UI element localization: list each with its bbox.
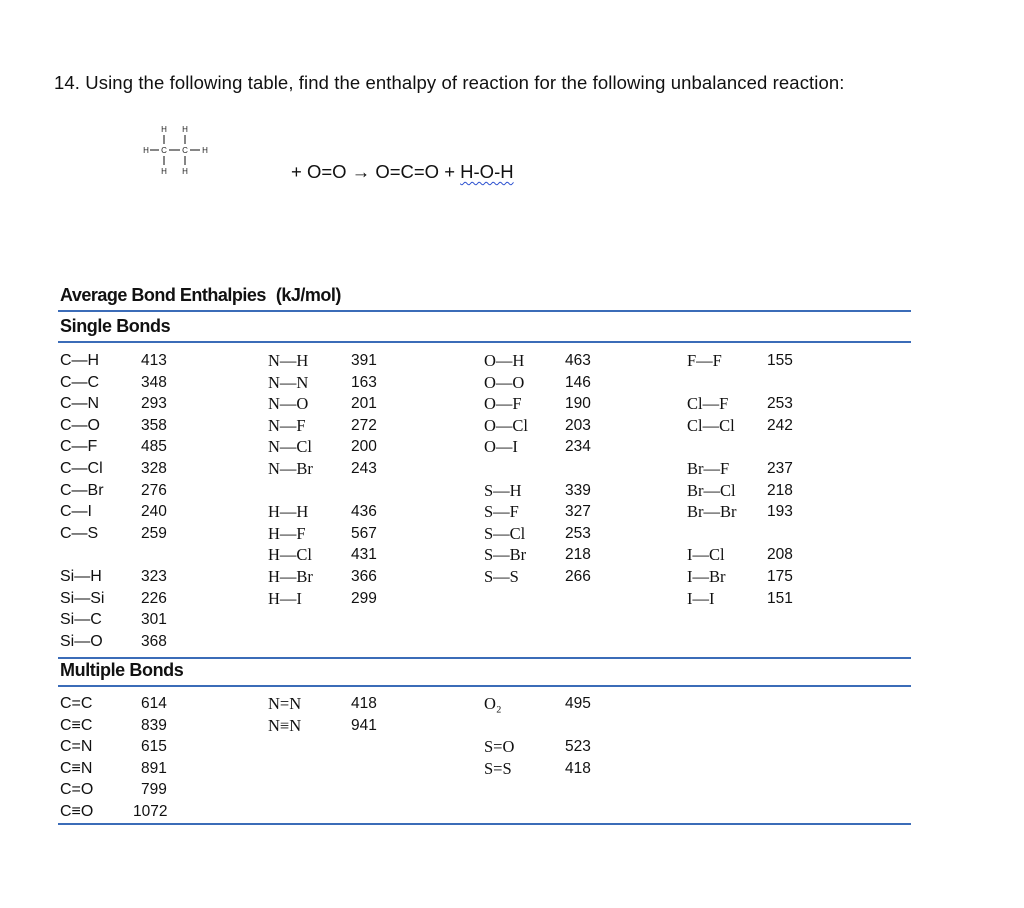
single-bond-col4-5: Br—Br	[687, 502, 737, 522]
multiple-bond-col1-3: C≡N	[60, 759, 93, 777]
single-bond-col1-6: C—Br	[60, 481, 104, 499]
multiple-bond-col1-1: C≡C	[60, 716, 93, 734]
single-value-col1-4: 485	[141, 438, 167, 456]
single-value-col3-2: 190	[565, 395, 591, 413]
single-bond-col1-5: C—Cl	[60, 460, 103, 477]
single-bond-col1-10: Si—Si	[60, 589, 105, 607]
multiple-value-col3-2: 418	[565, 759, 591, 777]
reaction-equation	[291, 161, 514, 183]
single-bond-col4-6: I—Cl	[687, 545, 725, 565]
single-value-col4-2: 242	[767, 416, 793, 434]
single-value-col4-5: 193	[767, 503, 793, 521]
single-value-col2-10: 299	[351, 589, 377, 607]
single-value-col2-8: 431	[351, 546, 377, 564]
single-value-col4-4: 218	[767, 481, 793, 499]
multiple-value-col3-0: 495	[565, 695, 591, 712]
single-bond-col1-11: Si—C	[60, 611, 102, 629]
equation-reactant: + O=O	[291, 161, 347, 182]
single-value-col2-2: 201	[351, 395, 377, 413]
divider-single	[58, 341, 911, 343]
single-bond-col4-7: I—Br	[687, 567, 726, 586]
equation-plus: +	[444, 161, 456, 182]
molecule-atom-h-bottom1: H	[161, 167, 167, 176]
multiple-value-col1-2: 615	[141, 738, 167, 756]
single-value-col3-8: 218	[565, 546, 591, 564]
single-value-col4-0: 155	[767, 352, 793, 369]
multiple-bond-col3-0: O₂	[484, 694, 502, 713]
single-bond-col3-7: S—Cl	[484, 523, 526, 543]
single-bond-col1-3: C—O	[60, 416, 100, 434]
single-value-col2-4: 200	[351, 438, 377, 456]
single-value-col2-9: 366	[351, 568, 377, 585]
single-value-col3-0: 463	[565, 352, 591, 369]
single-value-col4-7: 175	[767, 568, 793, 585]
single-value-col1-0: 413	[141, 352, 167, 369]
question-body: Using the following table, find the enthalpy of reaction for the following unbalanced reaction:	[85, 72, 845, 93]
single-value-col3-3: 203	[565, 416, 591, 434]
single-value-col4-3: 237	[767, 460, 793, 477]
single-bond-col1-4: C—F	[60, 438, 98, 456]
single-value-col1-1: 348	[141, 373, 167, 391]
multiple-bond-col3-1: S=O	[484, 737, 515, 757]
single-value-col3-9: 266	[565, 568, 591, 585]
multiple-bond-col1-2: C=N	[60, 738, 93, 756]
single-bond-col2-0: N—H	[268, 351, 309, 370]
multiple-value-col2-0: 418	[351, 695, 377, 712]
single-value-col4-1: 253	[767, 395, 793, 413]
multiple-bond-col1-0: C=C	[60, 695, 93, 712]
single-value-col2-7: 567	[351, 524, 377, 542]
molecule-atom-h-bottom2: H	[182, 167, 188, 176]
single-bond-col1-12: Si—O	[60, 632, 103, 650]
single-value-col4-8: 151	[767, 589, 793, 607]
single-bonds-label: Single Bonds	[60, 316, 171, 336]
single-value-col2-0: 391	[351, 352, 377, 369]
single-value-col3-5: 339	[565, 481, 591, 499]
single-bond-col3-5: S—H	[484, 480, 522, 500]
single-bond-col2-10: H—I	[268, 588, 302, 608]
single-bond-col2-1: N—N	[268, 372, 309, 392]
single-bond-col1-0: C—H	[60, 352, 100, 369]
molecule-atom-c1: C	[161, 146, 167, 155]
molecule-atom-h-left: H	[143, 146, 149, 155]
single-bond-col3-0: O—H	[484, 351, 525, 370]
single-bond-col4-8: I—I	[687, 588, 715, 608]
molecule-atom-h-top2: H	[182, 125, 188, 134]
single-bond-col3-4: O—I	[484, 437, 518, 457]
single-bond-col4-0: F—F	[687, 351, 722, 370]
single-value-col1-3: 358	[141, 416, 167, 434]
single-bond-col3-1: O—O	[484, 372, 525, 392]
single-bond-col3-3: O—Cl	[484, 415, 529, 435]
single-value-col3-7: 253	[565, 524, 591, 542]
molecule-atom-h-right: H	[202, 146, 208, 155]
single-value-col1-2: 293	[141, 395, 167, 413]
single-bond-col1-8: C—S	[60, 524, 99, 542]
ethane-structure	[140, 124, 220, 180]
multiple-bond-col3-2: S=S	[484, 758, 512, 778]
single-bond-col1-9: Si—H	[60, 568, 102, 585]
single-bond-col2-6: H—H	[268, 502, 309, 522]
single-value-col1-5: 328	[141, 460, 167, 477]
question-text	[54, 72, 845, 94]
single-bond-col2-3: N—F	[268, 415, 306, 435]
table-title	[60, 285, 341, 306]
multiple-bonds-label: Multiple Bonds	[60, 660, 184, 680]
single-value-col1-6: 276	[141, 481, 167, 499]
table-title-text: Average Bond Enthalpies	[60, 285, 266, 305]
reaction-arrow-icon: →	[351, 161, 371, 182]
single-value-col1-8: 259	[141, 524, 167, 542]
single-bond-col4-3: Br—F	[687, 459, 730, 478]
divider-multiple-top	[58, 657, 911, 659]
multiple-bond-col1-4: C=O	[60, 781, 94, 799]
single-bond-col2-7: H—F	[268, 523, 306, 543]
single-bond-col4-2: Cl—Cl	[687, 415, 735, 435]
single-value-col4-6: 208	[767, 546, 793, 564]
single-value-col1-11: 301	[141, 611, 167, 629]
molecule-atom-h-top1: H	[161, 125, 167, 134]
single-value-col3-6: 327	[565, 503, 591, 521]
multiple-bond-col2-1: N≡N	[268, 715, 302, 735]
single-value-col2-1: 163	[351, 373, 377, 391]
divider-top	[58, 310, 911, 312]
divider-multiple	[58, 685, 911, 687]
single-bond-col3-8: S—Br	[484, 545, 527, 565]
multiple-value-col1-0: 614	[141, 695, 167, 712]
single-value-col2-6: 436	[351, 503, 377, 521]
multiple-value-col3-1: 523	[565, 738, 591, 756]
multiple-value-col1-3: 891	[141, 759, 167, 777]
single-value-col1-7: 240	[141, 503, 167, 521]
single-bond-col2-2: N—O	[268, 394, 309, 414]
single-bond-col2-9: H—Br	[268, 567, 313, 586]
single-bond-col2-5: N—Br	[268, 459, 313, 478]
single-value-col2-5: 243	[351, 460, 377, 477]
single-value-col1-10: 226	[141, 589, 167, 607]
single-bond-col3-6: S—F	[484, 502, 519, 522]
single-bond-col2-8: H—Cl	[268, 545, 313, 565]
single-value-col1-12: 368	[141, 632, 167, 650]
multiple-value-col2-1: 941	[351, 716, 377, 734]
multiple-bond-col1-5: C≡O	[60, 803, 94, 820]
divider-bottom	[58, 823, 911, 825]
question-number: 14.	[54, 72, 81, 93]
single-value-col2-3: 272	[351, 416, 377, 434]
table-units: (kJ/mol)	[275, 285, 341, 305]
single-bond-col3-2: O—F	[484, 394, 522, 414]
single-value-col3-4: 234	[565, 438, 591, 456]
equation-product-co2: O=C=O	[375, 161, 440, 182]
single-bond-col3-9: S—S	[484, 567, 519, 586]
single-bond-col1-1: C—C	[60, 373, 100, 391]
single-value-col1-9: 323	[141, 568, 167, 585]
equation-product-h2o: H-O-H	[460, 161, 514, 182]
molecule-atom-c2: C	[182, 146, 188, 155]
multiple-value-col1-5: 1072	[133, 803, 168, 820]
single-bond-col4-4: Br—Cl	[687, 480, 736, 500]
single-bond-col4-1: Cl—F	[687, 394, 729, 414]
single-bond-col2-4: N—Cl	[268, 437, 313, 457]
single-bond-col1-2: C—N	[60, 395, 100, 413]
single-value-col3-1: 146	[565, 373, 591, 391]
multiple-bond-col2-0: N=N	[268, 694, 302, 713]
multiple-value-col1-4: 799	[141, 781, 167, 799]
multiple-value-col1-1: 839	[141, 716, 167, 734]
single-bond-col1-7: C—I	[60, 503, 92, 521]
